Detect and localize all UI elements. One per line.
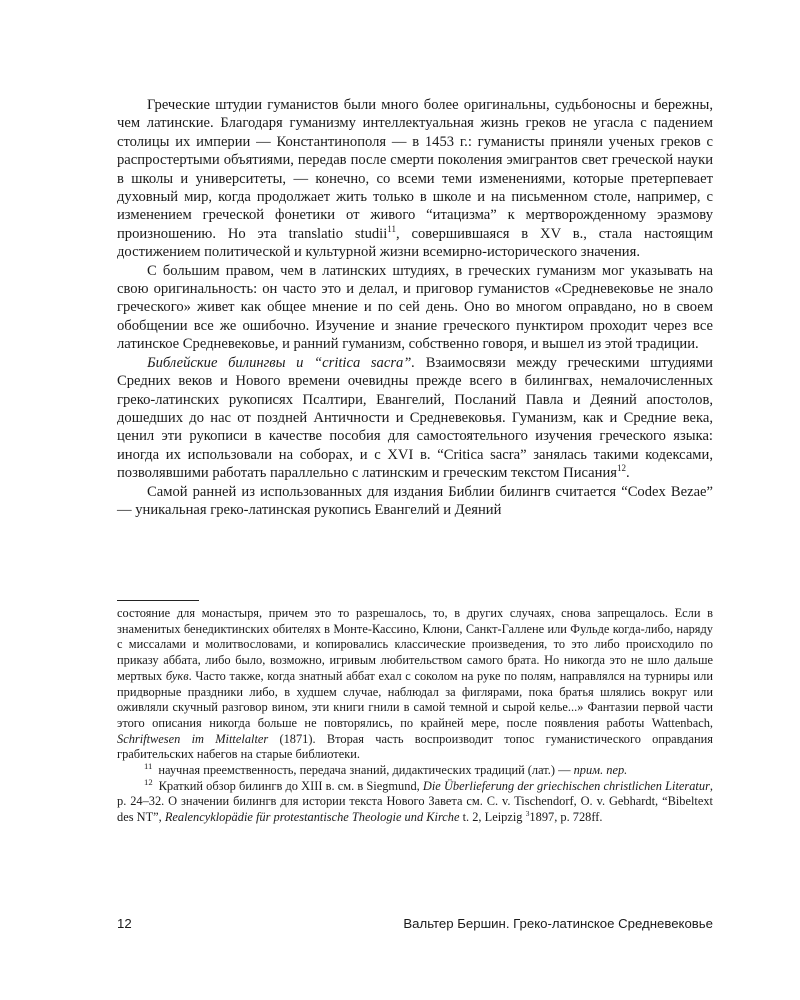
footnote-separator: [117, 600, 199, 601]
footnote-number: 11: [144, 760, 153, 771]
footnote-number: 12: [144, 776, 153, 787]
running-title: Вальтер Бершин. Греко-латинское Средневековье: [403, 916, 713, 931]
paragraph-1: Греческие штудии гуманистов были много более оригинальны, судьбоносны и бережны, чем латинские. Благодаря гуманизму интеллектуальная жизнь греков не угасла с падением столицы их империи — Константинополя — в 1453 г.: гуманисты приняли ученых греков с распростертыми объятиями, передав после смерти поколения эмигрантов свет греческой науки в школы и университеты, — конечно, со всеми теми изменениями, которые претерпевает духовный мир, когда продолжает жить только в школе и на письменном столе, например, с изменением греческой фонетики от живого “итацизма” к мертворожденному эразмову произношению. Но эта translatio studii$^{11}$, совершившаяся в XV в., стала настоящим достижением политической и культурной жизни всемирно-исторического значения.: [117, 97, 713, 261]
paragraph-3: Библейские билингвы и “critica sacra”. Взаимосвязи между греческими штудиями Средних веков и Нового времени очевидны прежде всего в билингвах, немалочисленных греко-латинских рукописях Псалтири, Евангелий, Посланий Павла и Деяний апостолов, дошедших до нас от поздней Античности и Средневековья. Гуманизм, как и Средние века, ценил эти рукописи в качестве пособия для самостоятельного изучения греческого языка: иногда их использовали на соборах, и с XVI в. “Critica sacra” занялась такими кодексами, позволявшими работать параллельно с латинским и греческим текстом Писания$^{12}$.: [117, 354, 713, 482]
footnote-12: $^{12}$ Краткий обзор билингв до XIII в. см. в Siegmund, Die Überlieferung der griechischen christlichen Literatur, p. 24–32. О значении билингв для истории текста Нового Завета см. C. v. Tischendorf, O. v. Gebhardt, “Bibeltext des NT”, Realencyklopädie für protestantische Theologie und Kirche t. 2, Leipzig $^3$1897, p. 728ff.: [117, 776, 713, 825]
footnote-continuation: состояние для монастыря, причем это то разрешалось, то, в других случаях, снова запрещалось. Если в знаменитых бенедиктинских обителях в Монте-Кассино, Клюни, Санкт-Галлене или Фульде когда-либо, наряду с миссалами и молитвословами, и копировались классические произведения, то это либо происходило по приказу аббата, либо было, возможно, игривым любительством самого брата. Но никогда это не шло дальше мертвых букв. Часто также, когда знатный аббат ехал с соколом на руке по полям, направлялся на турниры или придворные праздники либо, в худшем случае, наблюдал за фиглярами, пока братья шлялись вокруг или оживляли скучный разговор вином, эти книги гнили в самой темной и сырой келье...» Фантазии первой части этого описания никогда больше не повторялись, по крайней мере, после появления работы Wattenbach, Schriftwesen im Mittelalter (1871). Вторая часть воспроизводит топос гуманистического оправдания грабительских набегов на старые библиотеки.: [117, 606, 713, 762]
page-number: 12: [117, 916, 132, 931]
paragraph-2: С большим правом, чем в латинских штудиях, в греческих гуманизм мог указывать на свою оригинальность: он часто это и делал, и приговор гуманистов «Средневековье не знало греческого» живет как общее мнение и по сей день. Оно во многом оправдано, но в своем обобщении все же ошибочно. Изучение и знание греческого пунктиром проходит через все латинское Средневековье, и ранний гуманизм, собственно говоря, и вышел из этой традиции.: [117, 262, 713, 353]
footnote-ref-12[interactable]: 12: [617, 463, 627, 474]
footnote-ref-11[interactable]: 11: [387, 223, 397, 234]
footnotes: [117, 606, 713, 826]
footnote-11: $^{11}$ научная преемственность, передача знаний, дидактических традиций (лат.) — прим. пер.: [144, 760, 628, 778]
paragraph-4: Самой ранней из использованных для издания Библии билингв считается “Codex Bezae” — уникальная греко-латинская рукопись Евангелий и Деяний: [117, 483, 713, 518]
main-text: [117, 96, 713, 519]
section-heading: Библейские билингвы и “critica sacra”.: [147, 354, 416, 371]
